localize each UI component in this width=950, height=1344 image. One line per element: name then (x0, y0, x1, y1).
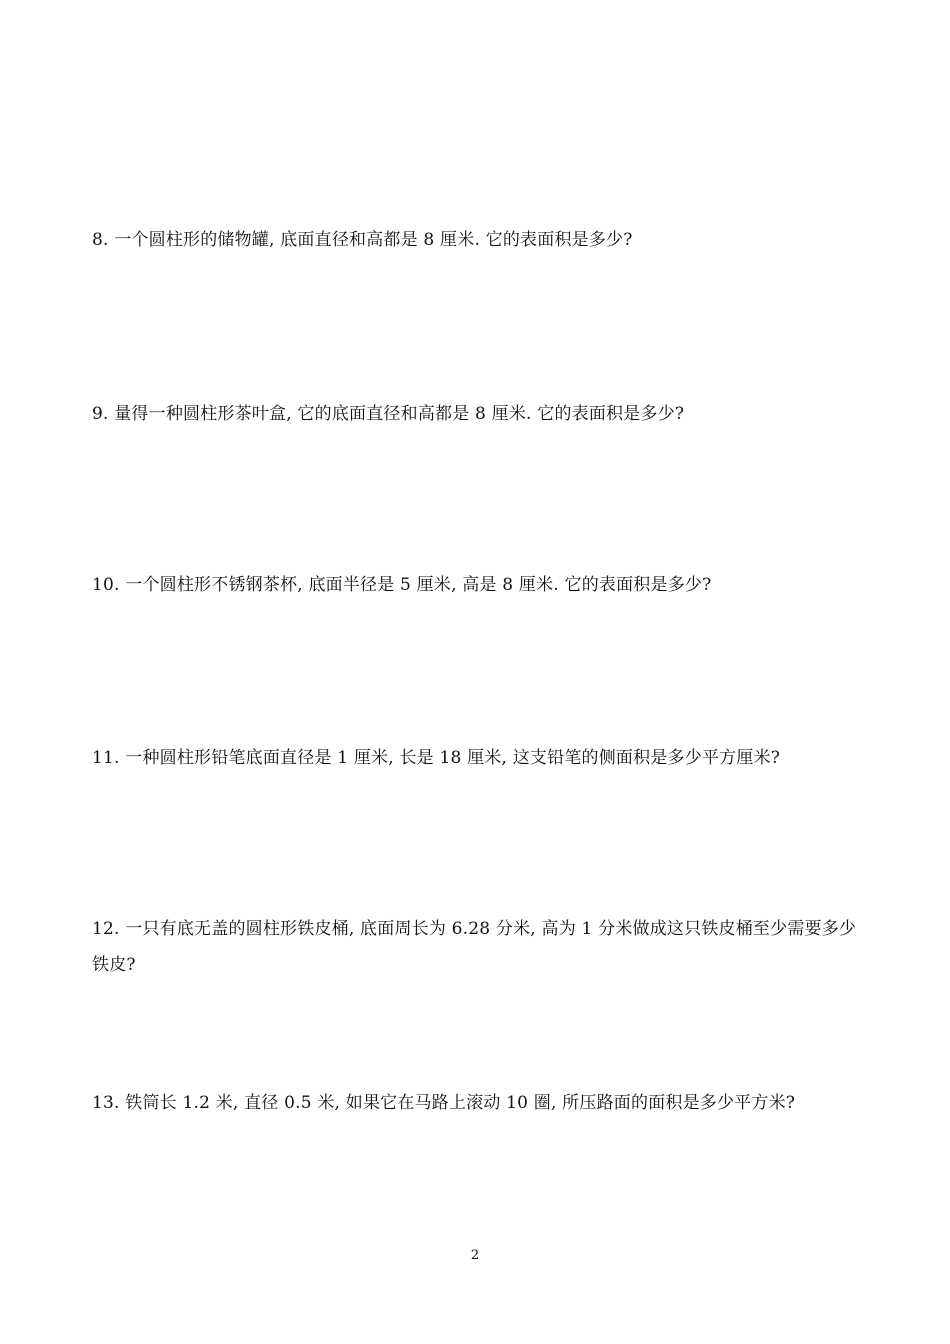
question-9: 9. 量得一种圆柱形茶叶盒, 它的底面直径和高都是 8 厘米. 它的表面积是多少? (92, 404, 685, 424)
page-number: 2 (470, 1248, 480, 1263)
question-12: 12. 一只有底无盖的圆柱形铁皮桶, 底面周长为 6.28 分米, 高为 1 分米做成这只铁皮桶至少需要多少铁皮? (92, 919, 857, 975)
question-8: 8. 一个圆柱形的储物罐, 底面直径和高都是 8 厘米. 它的表面积是多少? (92, 230, 633, 250)
question-11: 11. 一种圆柱形铅笔底面直径是 1 厘米, 长是 18 厘米, 这支铅笔的侧面积是多少平方厘米? (92, 748, 781, 768)
question-10: 10. 一个圆柱形不锈钢茶杯, 底面半径是 5 厘米, 高是 8 厘米. 它的表面积是多少? (92, 575, 712, 595)
question-13: 13. 铁筒长 1.2 米, 直径 0.5 米, 如果它在马路上滚动 10 圈, 所压路面的面积是多少平方米? (92, 1093, 796, 1113)
